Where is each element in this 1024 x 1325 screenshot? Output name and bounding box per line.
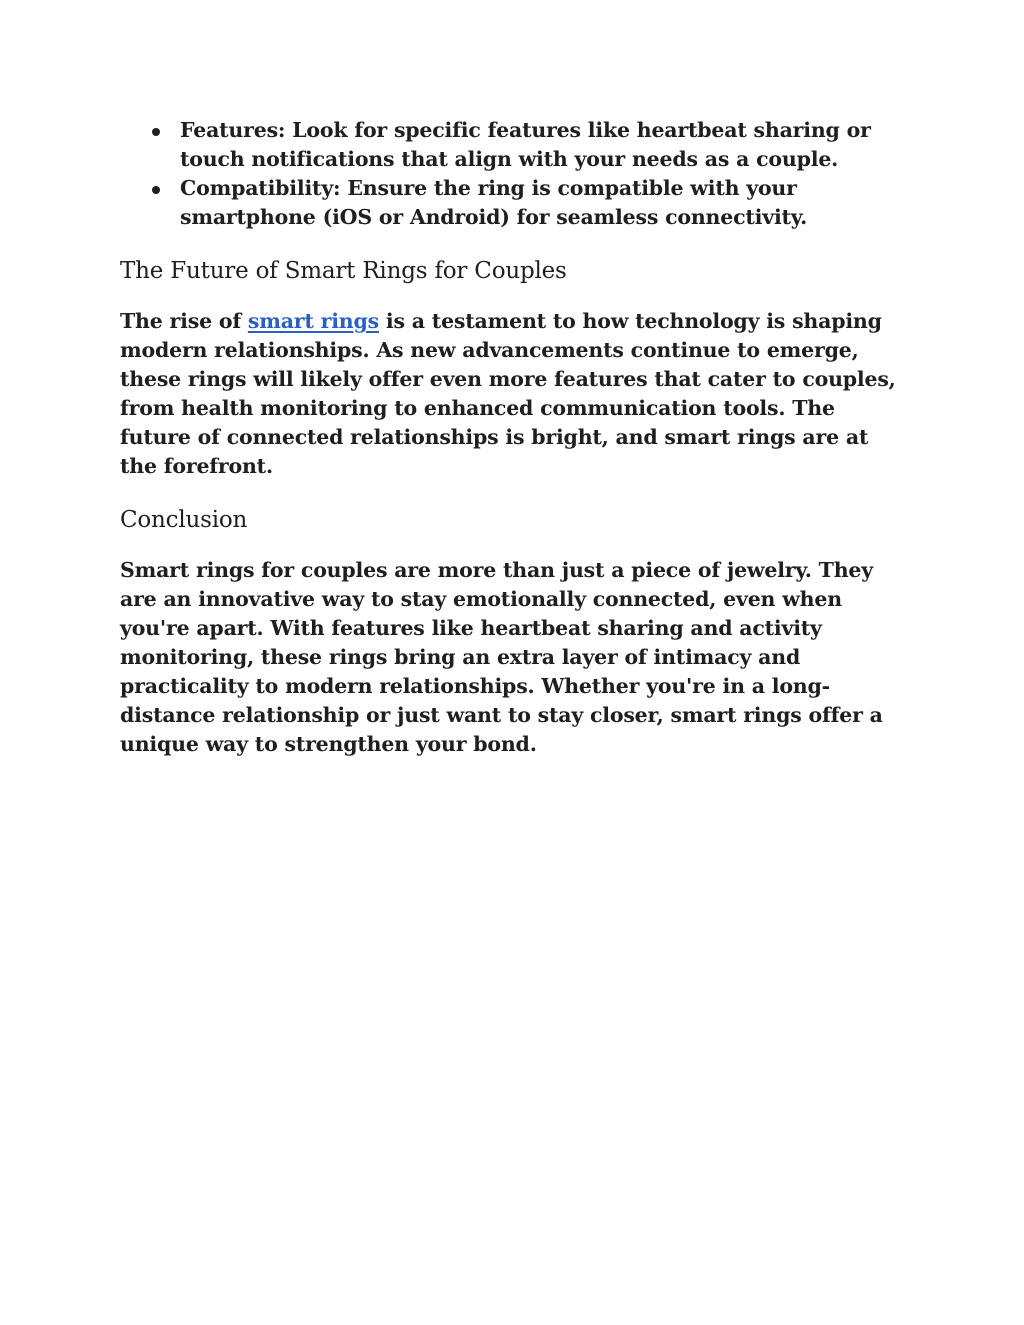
paragraph-future	[120, 307, 910, 481]
bullet-icon	[152, 128, 160, 136]
section-heading-conclusion: Conclusion	[120, 507, 248, 533]
list-item-compatibility	[120, 174, 910, 232]
section-heading-future: The Future of Smart Rings for Couples	[120, 258, 567, 284]
document-page	[120, 116, 910, 759]
list-item-text: Features: Look for specific features like heartbeat sharing or touch notifications that align with your needs as a couple.	[180, 118, 871, 171]
smart-rings-link[interactable]: smart rings	[247, 309, 379, 333]
list-item-features	[120, 116, 910, 174]
paragraph-text: The rise of	[120, 309, 248, 333]
list-item-text: Compatibility: Ensure the ring is compatible with your smartphone (iOS or Android) for seamless connectivity.	[180, 176, 808, 229]
bullet-icon	[152, 186, 160, 194]
paragraph-text: is a testament to how technology is shaping modern relationships. As new advancements continue to emerge, these rings will likely offer even more features that cater to couples, from health monitoring to enhanced communication tools. The future of connected relationships is bright, and smart rings are at the forefront.	[120, 309, 896, 478]
paragraph-conclusion: Smart rings for couples are more than just a piece of jewelry. They are an innovative way to stay emotionally connected, even when you're apart. With features like heartbeat sharing and activity monitoring, these rings bring an extra layer of intimacy and practicality to modern relationships. Whether you're in a long-distance relationship or just want to stay closer, smart rings offer a unique way to strengthen your bond.	[120, 558, 883, 756]
considerations-list	[120, 116, 910, 232]
